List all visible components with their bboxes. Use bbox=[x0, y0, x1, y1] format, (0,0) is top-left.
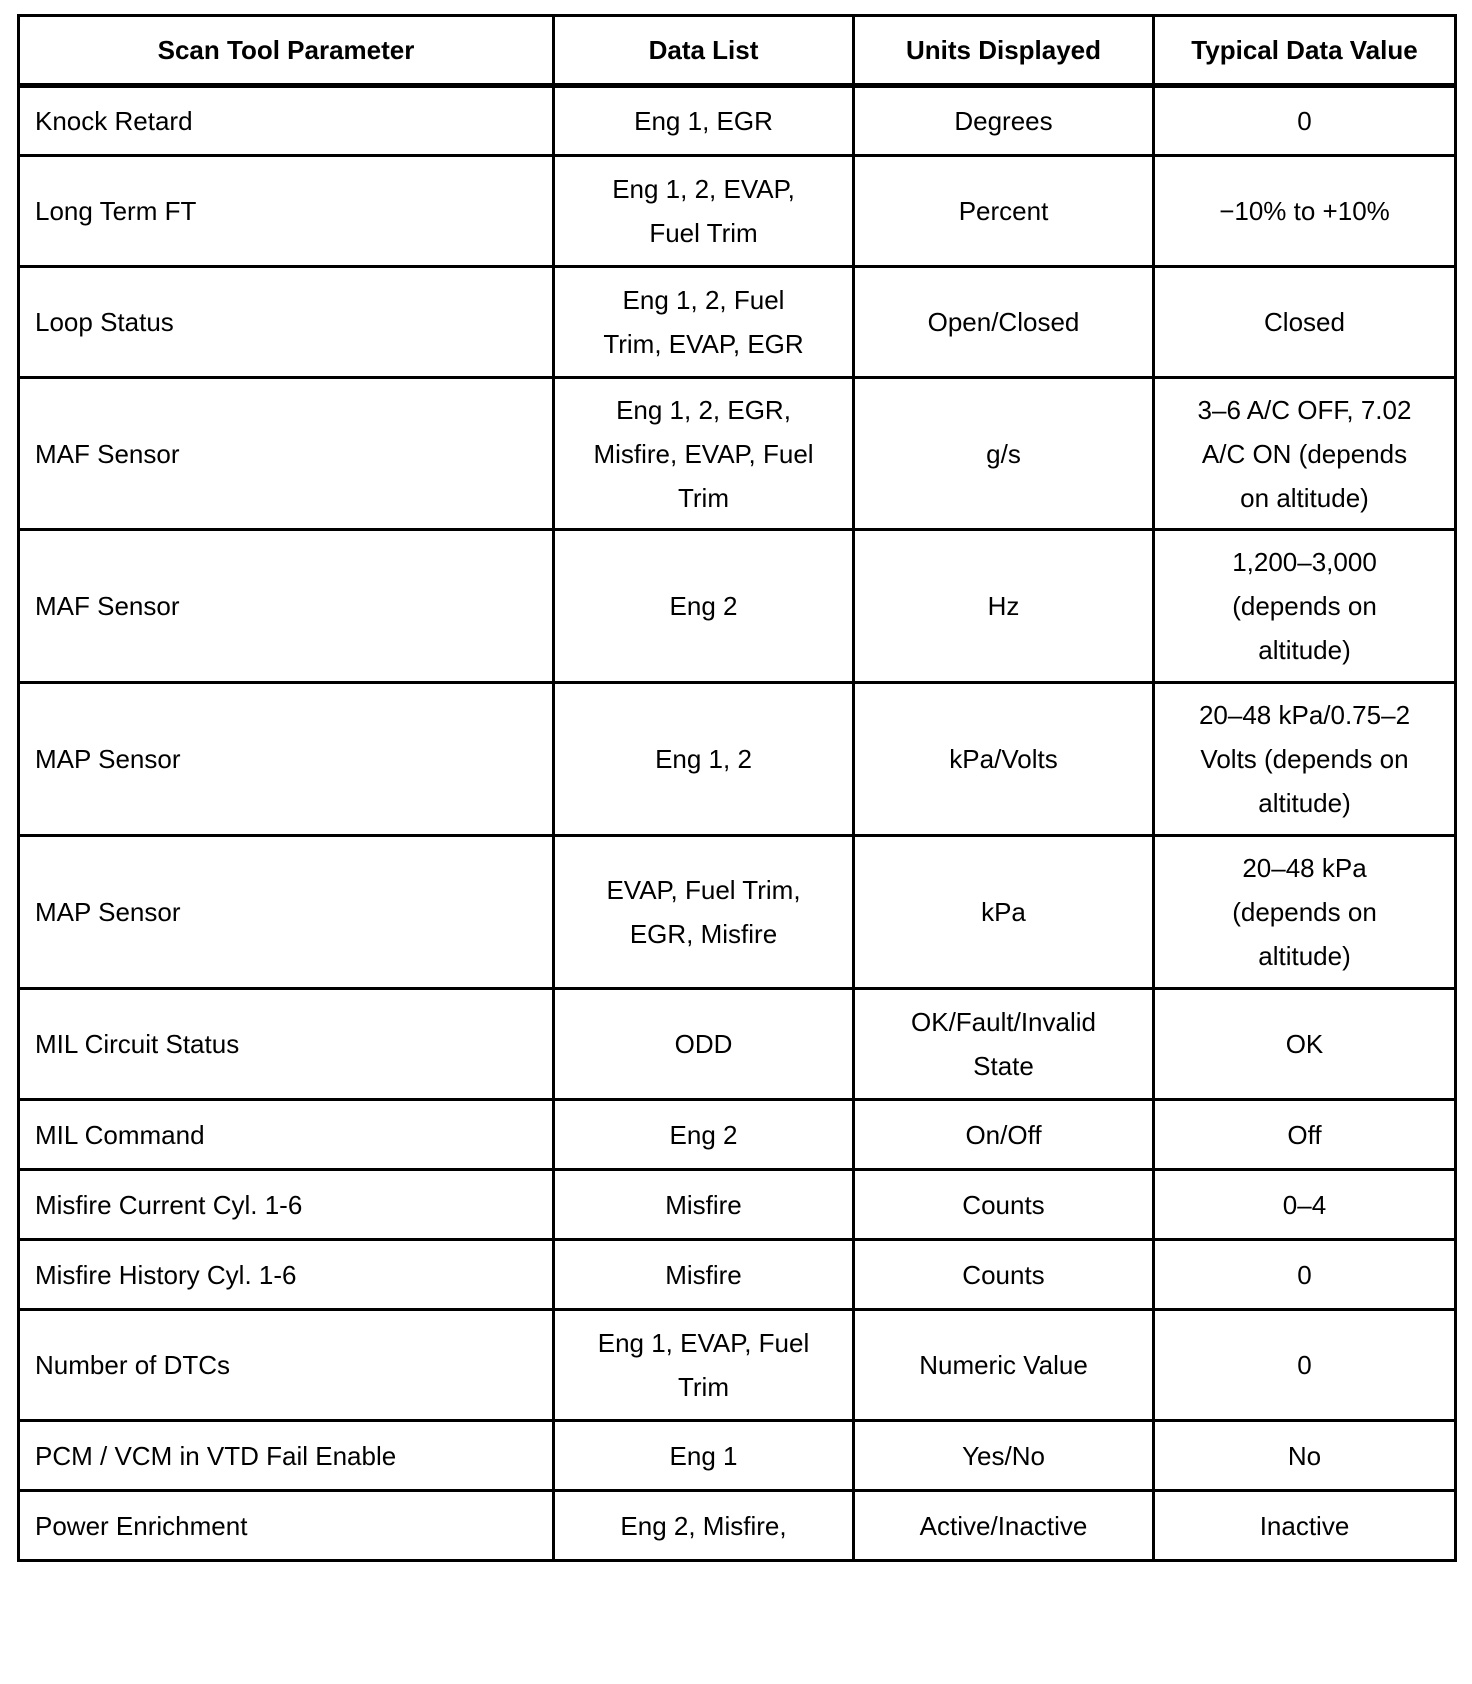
cell-units-displayed-line: kPa bbox=[981, 897, 1026, 927]
header-row bbox=[19, 16, 1456, 86]
cell-typical-data-value-line: altitude) bbox=[1258, 788, 1351, 818]
scan-tool-data-table bbox=[17, 14, 1457, 1562]
cell-scan-tool-parameter: Misfire History Cyl. 1-6 bbox=[19, 1240, 554, 1310]
cell-typical-data-value bbox=[1154, 378, 1456, 530]
cell-units-displayed bbox=[854, 1170, 1154, 1240]
cell-units-displayed-line: Counts bbox=[962, 1189, 1045, 1220]
cell-units-displayed bbox=[854, 156, 1154, 267]
header-typical-data-value: Typical Data Value bbox=[1154, 16, 1456, 86]
cell-data-list bbox=[554, 1421, 854, 1491]
cell-units-displayed bbox=[854, 1310, 1154, 1421]
cell-typical-data-value-line: Inactive bbox=[1259, 1510, 1350, 1541]
cell-typical-data-value-line: 0 bbox=[1297, 1259, 1312, 1290]
cell-units-displayed bbox=[854, 1100, 1154, 1170]
cell-units-displayed-line: Open/Closed bbox=[927, 307, 1080, 337]
table-row bbox=[19, 1240, 1456, 1310]
cell-typical-data-value-line: A/C ON (depends bbox=[1201, 438, 1408, 469]
cell-typical-data-value-line: OK bbox=[1285, 1029, 1324, 1059]
cell-units-displayed-line: Percent bbox=[958, 196, 1049, 226]
cell-scan-tool-parameter: Power Enrichment bbox=[19, 1491, 554, 1561]
cell-typical-data-value-line: Off bbox=[1287, 1119, 1322, 1150]
cell-data-list-line: Eng 1 bbox=[669, 1440, 738, 1471]
table-row bbox=[19, 1100, 1456, 1170]
cell-units-displayed-line: Active/Inactive bbox=[919, 1510, 1088, 1541]
cell-units-displayed-line: On/Off bbox=[965, 1119, 1042, 1150]
cell-data-list-line: ODD bbox=[674, 1029, 733, 1059]
cell-data-list-line: Eng 2 bbox=[669, 1119, 738, 1150]
cell-typical-data-value bbox=[1154, 1491, 1456, 1561]
table-row bbox=[19, 378, 1456, 530]
cell-data-list bbox=[554, 86, 854, 156]
cell-units-displayed bbox=[854, 86, 1154, 156]
cell-typical-data-value-line: on altitude) bbox=[1240, 482, 1369, 513]
cell-scan-tool-parameter: Knock Retard bbox=[19, 86, 554, 156]
cell-units-displayed-line: g/s bbox=[986, 438, 1021, 469]
cell-typical-data-value-line: (depends on bbox=[1232, 591, 1377, 621]
cell-data-list-line: Eng 1, EVAP, Fuel bbox=[597, 1328, 810, 1358]
cell-typical-data-value-line: 0 bbox=[1297, 1350, 1312, 1380]
cell-scan-tool-parameter: MIL Circuit Status bbox=[19, 989, 554, 1100]
cell-typical-data-value bbox=[1154, 1170, 1456, 1240]
cell-data-list bbox=[554, 836, 854, 989]
cell-units-displayed bbox=[854, 378, 1154, 530]
cell-units-displayed-line: OK/Fault/Invalid bbox=[911, 1007, 1096, 1037]
cell-typical-data-value-line: 20–48 kPa/0.75–2 bbox=[1198, 700, 1411, 730]
cell-units-displayed-line: Yes/No bbox=[962, 1440, 1045, 1471]
cell-units-displayed bbox=[854, 836, 1154, 989]
cell-typical-data-value-line: Closed bbox=[1264, 307, 1345, 337]
cell-typical-data-value bbox=[1154, 1421, 1456, 1491]
cell-data-list bbox=[554, 156, 854, 267]
cell-data-list-line: Eng 1, 2 bbox=[655, 744, 752, 774]
cell-typical-data-value-line: 1,200–3,000 bbox=[1232, 547, 1377, 577]
cell-typical-data-value bbox=[1154, 267, 1456, 378]
cell-data-list-line: Fuel Trim bbox=[649, 218, 758, 248]
cell-scan-tool-parameter: MAF Sensor bbox=[19, 530, 554, 683]
cell-units-displayed bbox=[854, 1491, 1154, 1561]
cell-units-displayed bbox=[854, 530, 1154, 683]
cell-data-list-line: Eng 1, EGR bbox=[634, 106, 773, 136]
cell-units-displayed-line: kPa/Volts bbox=[949, 744, 1058, 774]
table-row bbox=[19, 989, 1456, 1100]
table-row bbox=[19, 1310, 1456, 1421]
table-row bbox=[19, 1421, 1456, 1491]
cell-data-list-line: Trim, EVAP, EGR bbox=[603, 329, 804, 359]
table-row bbox=[19, 1170, 1456, 1240]
table-row bbox=[19, 86, 1456, 156]
cell-scan-tool-parameter: Misfire Current Cyl. 1-6 bbox=[19, 1170, 554, 1240]
cell-data-list-line: Eng 2 bbox=[669, 591, 738, 621]
cell-data-list-line: Misfire bbox=[665, 1259, 742, 1290]
header-scan-tool-parameter: Scan Tool Parameter bbox=[19, 16, 554, 86]
cell-data-list bbox=[554, 1100, 854, 1170]
cell-data-list-line: EGR, Misfire bbox=[629, 919, 778, 949]
cell-scan-tool-parameter: MAF Sensor bbox=[19, 378, 554, 530]
cell-typical-data-value-line: 0–4 bbox=[1282, 1189, 1327, 1220]
cell-typical-data-value bbox=[1154, 1310, 1456, 1421]
cell-data-list bbox=[554, 989, 854, 1100]
cell-data-list-line: Eng 1, 2, EGR, bbox=[616, 394, 791, 425]
table-row bbox=[19, 530, 1456, 683]
cell-scan-tool-parameter: MAP Sensor bbox=[19, 836, 554, 989]
cell-typical-data-value-line: altitude) bbox=[1258, 635, 1351, 665]
cell-data-list-line: Trim bbox=[677, 1372, 729, 1402]
cell-units-displayed bbox=[854, 267, 1154, 378]
cell-scan-tool-parameter: Number of DTCs bbox=[19, 1310, 554, 1421]
cell-scan-tool-parameter: Loop Status bbox=[19, 267, 554, 378]
cell-typical-data-value bbox=[1154, 1240, 1456, 1310]
header-units-displayed: Units Displayed bbox=[854, 16, 1154, 86]
cell-units-displayed-line: Numeric Value bbox=[919, 1350, 1088, 1380]
cell-units-displayed-line: Hz bbox=[987, 591, 1020, 621]
header-data-list: Data List bbox=[554, 16, 854, 86]
table-row bbox=[19, 267, 1456, 378]
cell-units-displayed bbox=[854, 1421, 1154, 1491]
cell-data-list bbox=[554, 1310, 854, 1421]
cell-units-displayed-line: Degrees bbox=[954, 106, 1053, 136]
cell-typical-data-value-line: No bbox=[1287, 1440, 1322, 1471]
cell-data-list-line: Eng 2, Misfire, bbox=[620, 1510, 787, 1541]
cell-typical-data-value bbox=[1154, 530, 1456, 683]
cell-units-displayed-line: State bbox=[973, 1051, 1034, 1081]
cell-data-list bbox=[554, 1170, 854, 1240]
cell-typical-data-value-line: Volts (depends on bbox=[1200, 744, 1409, 774]
cell-scan-tool-parameter: MIL Command bbox=[19, 1100, 554, 1170]
table-row bbox=[19, 683, 1456, 836]
table-row bbox=[19, 836, 1456, 989]
cell-units-displayed bbox=[854, 683, 1154, 836]
cell-data-list-line: Misfire bbox=[665, 1189, 742, 1220]
cell-scan-tool-parameter: PCM / VCM in VTD Fail Enable bbox=[19, 1421, 554, 1491]
cell-typical-data-value bbox=[1154, 1100, 1456, 1170]
cell-units-displayed-line: Counts bbox=[962, 1259, 1045, 1290]
cell-data-list-line: Eng 1, 2, EVAP, bbox=[612, 174, 795, 204]
cell-data-list-line: Eng 1, 2, Fuel bbox=[622, 285, 785, 315]
cell-typical-data-value bbox=[1154, 836, 1456, 989]
cell-data-list-line: Misfire, EVAP, Fuel bbox=[593, 438, 814, 469]
cell-data-list bbox=[554, 530, 854, 683]
cell-data-list-line: EVAP, Fuel Trim, bbox=[606, 875, 801, 905]
cell-typical-data-value-line: 0 bbox=[1297, 106, 1312, 136]
cell-units-displayed bbox=[854, 1240, 1154, 1310]
cell-data-list bbox=[554, 1491, 854, 1561]
table-row bbox=[19, 156, 1456, 267]
cell-data-list bbox=[554, 378, 854, 530]
cell-data-list bbox=[554, 1240, 854, 1310]
cell-scan-tool-parameter: Long Term FT bbox=[19, 156, 554, 267]
cell-typical-data-value-line: 3–6 A/C OFF, 7.02 bbox=[1197, 394, 1412, 425]
cell-scan-tool-parameter: MAP Sensor bbox=[19, 683, 554, 836]
table-row bbox=[19, 1491, 1456, 1561]
cell-typical-data-value bbox=[1154, 989, 1456, 1100]
cell-typical-data-value bbox=[1154, 156, 1456, 267]
cell-typical-data-value-line: 20–48 kPa bbox=[1242, 853, 1367, 883]
cell-data-list-line: Trim bbox=[677, 482, 729, 513]
cell-typical-data-value-line: altitude) bbox=[1258, 941, 1351, 971]
cell-data-list bbox=[554, 683, 854, 836]
cell-units-displayed bbox=[854, 989, 1154, 1100]
cell-typical-data-value bbox=[1154, 683, 1456, 836]
cell-data-list bbox=[554, 267, 854, 378]
cell-typical-data-value-line: (depends on bbox=[1232, 897, 1377, 927]
cell-typical-data-value bbox=[1154, 86, 1456, 156]
cell-typical-data-value-line: −10% to +10% bbox=[1219, 196, 1390, 226]
